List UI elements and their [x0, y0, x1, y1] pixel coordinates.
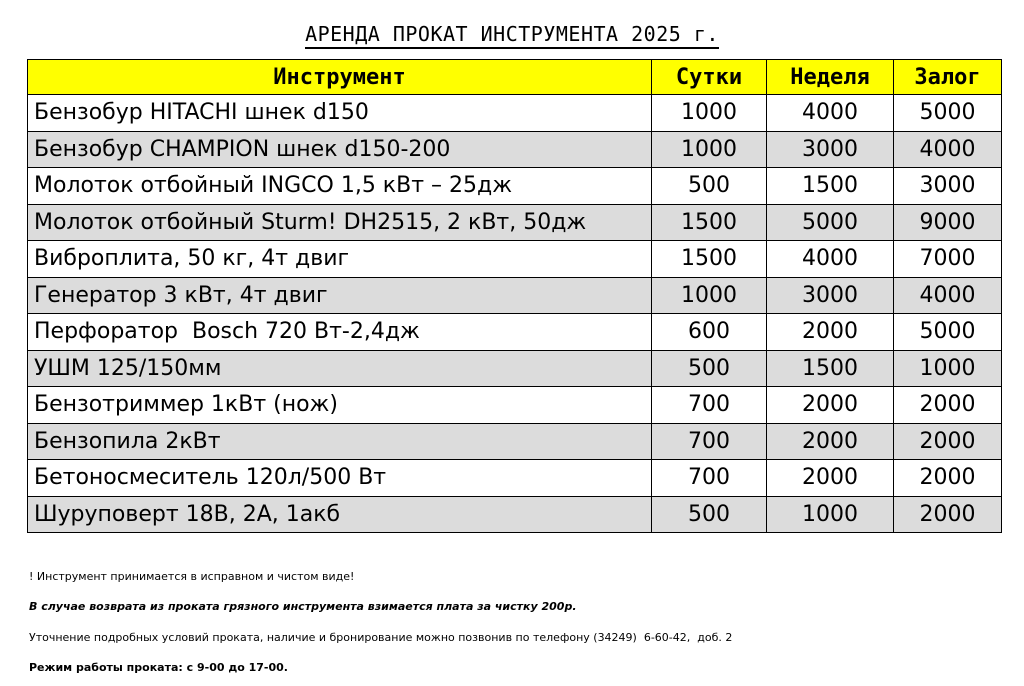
price-day: 1500 [652, 204, 767, 241]
price-day: 700 [652, 460, 767, 497]
page-title [0, 22, 1024, 46]
tool-name: Бензопила 2кВт [28, 423, 652, 460]
tool-name: Генератор 3 кВт, 4т двиг [28, 277, 652, 314]
price-week: 3000 [767, 277, 894, 314]
deposit: 2000 [894, 423, 1002, 460]
table-row [28, 387, 1002, 424]
tool-name: Виброплита, 50 кг, 4т двиг [28, 241, 652, 278]
deposit: 7000 [894, 241, 1002, 278]
deposit: 1000 [894, 350, 1002, 387]
deposit: 9000 [894, 204, 1002, 241]
table-row [28, 460, 1002, 497]
tool-name: Перфоратор Bosch 720 Вт-2,4дж [28, 314, 652, 351]
header-tool: Инструмент [28, 60, 652, 95]
note-cleaning-fee: В случае возврата из проката грязного инструмента взимается плата за чистку 200р. [29, 600, 577, 613]
rental-price-table [27, 59, 1002, 533]
table-row [28, 423, 1002, 460]
price-day: 500 [652, 496, 767, 533]
header-day: Сутки [652, 60, 767, 95]
price-day: 1500 [652, 241, 767, 278]
deposit: 4000 [894, 277, 1002, 314]
deposit: 2000 [894, 460, 1002, 497]
tool-name: Бензобур CHAMPION шнек d150-200 [28, 131, 652, 168]
header-week: Неделя [767, 60, 894, 95]
price-week: 2000 [767, 460, 894, 497]
price-week: 3000 [767, 131, 894, 168]
table-row [28, 131, 1002, 168]
tool-name: Бетоносмеситель 120л/500 Вт [28, 460, 652, 497]
tool-name: Бензобур HITACHI шнек d150 [28, 95, 652, 132]
deposit: 2000 [894, 387, 1002, 424]
table-row [28, 314, 1002, 351]
header-deposit: Залог [894, 60, 1002, 95]
price-week: 1500 [767, 350, 894, 387]
price-day: 600 [652, 314, 767, 351]
table-row [28, 496, 1002, 533]
tool-name: Молоток отбойный Sturm! DH2515, 2 кВт, 50дж [28, 204, 652, 241]
price-day: 500 [652, 168, 767, 205]
price-day: 1000 [652, 277, 767, 314]
price-week: 2000 [767, 387, 894, 424]
price-week: 4000 [767, 95, 894, 132]
deposit: 2000 [894, 496, 1002, 533]
tool-name: Молоток отбойный INGCO 1,5 кВт – 25дж [28, 168, 652, 205]
deposit: 5000 [894, 314, 1002, 351]
note-contact: Уточнение подробных условий проката, наличие и бронирование можно позвонив по телефону (34249) 6-60-42, доб. 2 [29, 631, 733, 644]
tool-name: Шуруповерт 18В, 2А, 1акб [28, 496, 652, 533]
note-working-hours: Режим работы проката: с 9-00 до 17-00. [29, 661, 288, 674]
price-day: 1000 [652, 95, 767, 132]
price-day: 700 [652, 387, 767, 424]
price-day: 500 [652, 350, 767, 387]
price-week: 5000 [767, 204, 894, 241]
price-day: 700 [652, 423, 767, 460]
price-week: 2000 [767, 423, 894, 460]
price-week: 2000 [767, 314, 894, 351]
table-row [28, 204, 1002, 241]
note-condition: ! Инструмент принимается в исправном и чистом виде! [29, 570, 355, 583]
price-day: 1000 [652, 131, 767, 168]
price-week: 4000 [767, 241, 894, 278]
table-row [28, 95, 1002, 132]
table-header-row [28, 60, 1002, 95]
table-row [28, 241, 1002, 278]
price-week: 1000 [767, 496, 894, 533]
deposit: 5000 [894, 95, 1002, 132]
tool-name: УШМ 125/150мм [28, 350, 652, 387]
table-row [28, 277, 1002, 314]
price-week: 1500 [767, 168, 894, 205]
table-row [28, 168, 1002, 205]
page-title-text: АРЕНДА ПРОКАТ ИНСТРУМЕНТА 2025 г. [305, 22, 719, 49]
deposit: 3000 [894, 168, 1002, 205]
table-row [28, 350, 1002, 387]
deposit: 4000 [894, 131, 1002, 168]
tool-name: Бензотриммер 1кВт (нож) [28, 387, 652, 424]
